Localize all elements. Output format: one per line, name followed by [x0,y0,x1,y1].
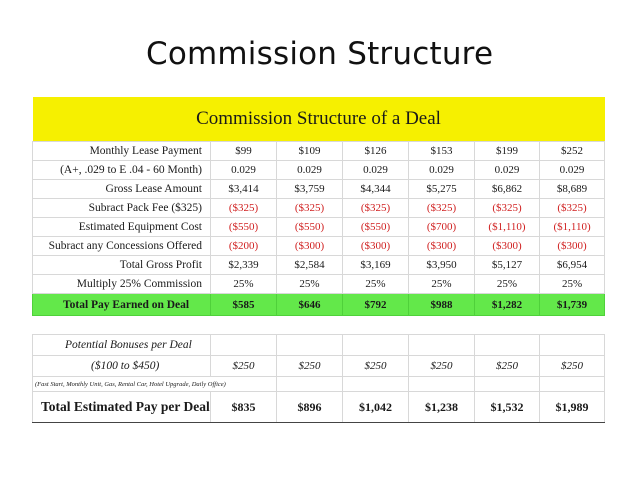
cell-value: $3,950 [409,256,475,275]
cell-value: ($700) [409,218,475,237]
cell-value: ($325) [475,199,540,218]
row-label: Subract any Concessions Offered [33,237,211,256]
slide-title: Commission Structure [146,36,494,72]
bonus-note-row [33,377,605,392]
cell-value [409,335,475,356]
cell-value: ($325) [540,199,605,218]
cell-value: ($300) [475,237,540,256]
empty-cell [277,377,343,392]
cell-value: ($300) [409,237,475,256]
cell-value [540,316,605,335]
cell-value: ($325) [277,199,343,218]
cell-value: 0.029 [475,161,540,180]
cell-value: $250 [211,356,277,377]
cell-value: $988 [409,294,475,316]
cell-value: $153 [409,142,475,161]
cell-value: $6,954 [540,256,605,275]
cell-value: $646 [277,294,343,316]
cell-value: ($200) [211,237,277,256]
cell-value: 25% [475,275,540,294]
cell-value: $1,042 [343,392,409,423]
cell-value: $835 [211,392,277,423]
cell-value [343,335,409,356]
cell-value: $250 [343,356,409,377]
table-row [33,256,605,275]
table-row [33,275,605,294]
cell-value: $2,339 [211,256,277,275]
cell-value: $126 [343,142,409,161]
cell-value: 25% [540,275,605,294]
cell-value: $1,532 [475,392,540,423]
row-label: Monthly Lease Payment [33,142,211,161]
cell-value: 25% [409,275,475,294]
cell-value [277,335,343,356]
row-label: ($100 to $450) [33,356,211,377]
cell-value [540,335,605,356]
table-row [33,161,605,180]
empty-cell [343,377,409,392]
cell-value: ($550) [277,218,343,237]
table-heading: Commission Structure of a Deal [33,97,605,142]
table-row [33,237,605,256]
table-row [33,199,605,218]
empty-cell [540,377,605,392]
cell-value: 0.029 [343,161,409,180]
bonus-note: (Fast Start, Monthly Unit, Gas, Rental Car, Hotel Upgrade, Daily Office) [33,377,277,392]
cell-value: $250 [277,356,343,377]
cell-value: $896 [277,392,343,423]
cell-value: $3,414 [211,180,277,199]
spacer-row [33,316,605,335]
cell-value [277,316,343,335]
cell-value [409,316,475,335]
cell-value [211,335,277,356]
cell-value: $252 [540,142,605,161]
cell-value: $99 [211,142,277,161]
table-row [33,218,605,237]
cell-value: $2,584 [277,256,343,275]
row-label: Potential Bonuses per Deal [33,335,211,356]
cell-value [211,316,277,335]
cell-value: $1,238 [409,392,475,423]
cell-value: ($1,110) [475,218,540,237]
row-label: Total Gross Profit [33,256,211,275]
cell-value [343,316,409,335]
cell-value: $250 [409,356,475,377]
cell-value: $792 [343,294,409,316]
cell-value: $8,689 [540,180,605,199]
row-label: Gross Lease Amount [33,180,211,199]
table-row [33,180,605,199]
cell-value: $3,759 [277,180,343,199]
cell-value: $250 [475,356,540,377]
cell-value: 0.029 [540,161,605,180]
earned-row [33,294,605,316]
empty-cell [409,377,475,392]
cell-value: ($550) [211,218,277,237]
cell-value: ($1,110) [540,218,605,237]
table-row [33,142,605,161]
cell-value: $6,862 [475,180,540,199]
cell-value [475,335,540,356]
cell-value: $1,989 [540,392,605,423]
cell-value: ($325) [409,199,475,218]
cell-value: $4,344 [343,180,409,199]
commission-table-image [32,97,604,421]
cell-value: 25% [343,275,409,294]
row-label [33,316,211,335]
empty-cell [475,377,540,392]
bonus-row [33,335,605,356]
cell-value: ($550) [343,218,409,237]
row-label: Total Estimated Pay per Deal [33,392,211,423]
cell-value: $1,739 [540,294,605,316]
cell-value: 0.029 [277,161,343,180]
cell-value: ($300) [540,237,605,256]
cell-value: ($300) [343,237,409,256]
cell-value: 0.029 [211,161,277,180]
table-heading-row [33,97,605,142]
cell-value: $250 [540,356,605,377]
row-label: Multiply 25% Commission [33,275,211,294]
row-label: Subract Pack Fee ($325) [33,199,211,218]
cell-value: 25% [277,275,343,294]
cell-value: $585 [211,294,277,316]
cell-value: $5,127 [475,256,540,275]
commission-table [32,97,605,423]
row-label: Estimated Equipment Cost [33,218,211,237]
cell-value: ($300) [277,237,343,256]
cell-value: ($325) [343,199,409,218]
cell-value [475,316,540,335]
row-label: (A+, .029 to E .04 - 60 Month) [33,161,211,180]
cell-value: $3,169 [343,256,409,275]
cell-value: $109 [277,142,343,161]
cell-value: $5,275 [409,180,475,199]
cell-value: 0.029 [409,161,475,180]
cell-value: $1,282 [475,294,540,316]
row-label: Total Pay Earned on Deal [33,294,211,316]
cell-value: 25% [211,275,277,294]
cell-value: ($325) [211,199,277,218]
total-row [33,392,605,423]
bonus-range-row [33,356,605,377]
cell-value: $199 [475,142,540,161]
